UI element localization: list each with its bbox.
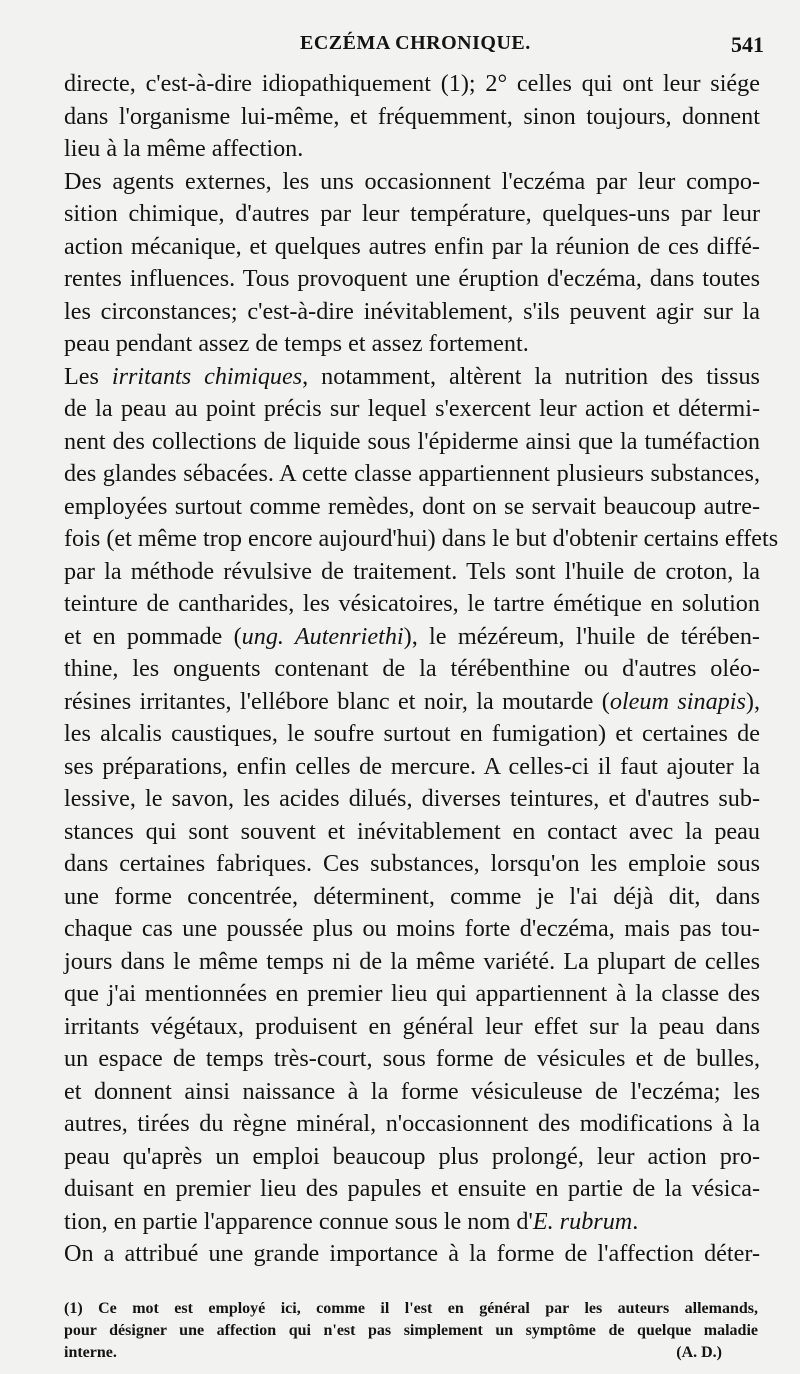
footnote [64,1298,758,1364]
text-line: directe, c'est-à-dire idiopathiquement (1); 2° celles qui ont leur siége [64,70,760,97]
footnote-line: (1) Ce mot est employé ici, comme il l'est en général par les auteurs allemands, [64,1300,758,1317]
text-run: tion, en partie l'apparence connue sous le nom d' [64,1207,533,1235]
text-run: . [632,1207,639,1235]
text-line: de la peau au point précis sur lequel s'exercent leur action et détermi- [64,395,760,422]
text-line: et donnent ainsi naissance à la forme vésiculeuse de l'eczéma; les [64,1077,760,1105]
text-line: autres, tirées du règne minéral, n'occasionnent des modifications à la [64,1110,760,1137]
text-line [64,361,760,394]
text-line: jours dans le même temps ni de la même variété. La plupart de celles [64,947,760,975]
paragraph-2 [64,166,760,361]
text-line: des glandes sébacées. A cette classe appartiennent plusieurs substances, [64,460,760,487]
text-line: peau pendant assez de temps et assez fortement. [64,330,529,357]
footnote-signature: (A. D.) [676,1344,722,1361]
text-line: chaque cas une poussée plus ou moins forte d'eczéma, mais pas tou- [64,915,760,942]
text-line: par la méthode révulsive de traitement. Tels sont l'huile de croton, la [64,557,760,585]
text-run: Les [64,362,112,390]
paragraph-1 [64,68,760,166]
italic-term: ung. Autenriethi [241,622,404,650]
text-line: Des agents externes, les uns occasionnent l'eczéma par leur compo- [64,167,760,195]
text-line: que j'ai mentionnées en premier lieu qui appartiennent à la classe des [64,980,760,1007]
text-run: , notamment, altèrent la nutrition des tissus [302,362,760,390]
paragraph-3 [64,361,779,1239]
page-header [0,30,800,62]
text-line: thine, les onguents contenant de la térébenthine ou d'autres oléo- [64,655,760,682]
text-line: les alcalis caustiques, le soufre surtout en fumigation) et certaines de [64,720,760,747]
text-line: les circonstances; c'est-à-dire inévitablement, s'ils peuvent agir sur la [64,297,760,325]
text-line: fois (et même trop encore aujourd'hui) dans le but d'obtenir certains effets [64,525,779,552]
text-line: stances qui sont souvent et inévitablement en contact avec la peau [64,817,760,845]
text-run: ), le mézéreum, l'huile de térében- [403,622,760,650]
footnote-line [64,1342,758,1364]
footnote-text: interne. [64,1344,117,1361]
text-line: lieu à la même affection. [64,135,304,162]
text-line: sition chimique, d'autres par leur température, quelques-uns par leur [64,200,760,227]
body-text [64,68,779,1271]
text-line: peau qu'après un emploi beaucoup plus prolongé, leur action pro- [64,1142,760,1170]
page-number: 541 [731,32,764,57]
paragraph-4 [64,1238,760,1271]
text-line: duisant en premier lieu des papules et ensuite en partie de la vésica- [64,1175,760,1202]
text-line [64,1206,760,1239]
italic-term: E. rubrum [532,1207,633,1235]
text-line [64,686,760,719]
text-line: rentes influences. Tous provoquent une éruption d'eczéma, dans toutes [64,265,760,292]
running-title: ECZÉMA CHRONIQUE. [300,32,531,54]
text-line: teinture de cantharides, les vésicatoires, le tartre émétique en solution [64,590,760,617]
text-line: une forme concentrée, déterminent, comme je l'ai déjà dit, dans [64,882,760,910]
text-line: dans l'organisme lui-même, et fréquemment, sinon toujours, donnent [64,102,760,130]
text-line: nent des collections de liquide sous l'épiderme ainsi que la tuméfaction [64,427,760,455]
text-run: résines irritantes, l'ellébore blanc et noir, la moutarde ( [64,687,610,715]
text-line: un espace de temps très-court, sous forme de vésicules et de bulles, [64,1045,760,1072]
text-line: employées surtout comme remèdes, dont on se servait beaucoup autre- [64,492,760,520]
text-line [64,621,760,654]
text-line: lessive, le savon, les acides dilués, diverses teintures, et d'autres sub- [64,785,760,812]
text-line: ses préparations, enfin celles de mercure. A celles-ci il faut ajouter la [64,752,760,780]
text-run: et en pommade ( [64,622,242,650]
footnote-line: pour désigner une affection qui n'est pas simplement un symptôme de quelque maladie [64,1322,758,1339]
text-run: ), [745,687,760,715]
italic-term: oleum sinapis [609,687,746,715]
text-line: irritants végétaux, produisent en général leur effet sur la peau dans [64,1012,760,1040]
text-line: action mécanique, et quelques autres enfin par la réunion de ces diffé- [64,232,760,260]
text-line: dans certaines fabriques. Ces substances, lorsqu'on les emploie sous [64,850,760,877]
text-line: On a attribué une grande importance à la forme de l'affection déter- [64,1240,760,1267]
italic-term: irritants chimiques [111,362,303,390]
